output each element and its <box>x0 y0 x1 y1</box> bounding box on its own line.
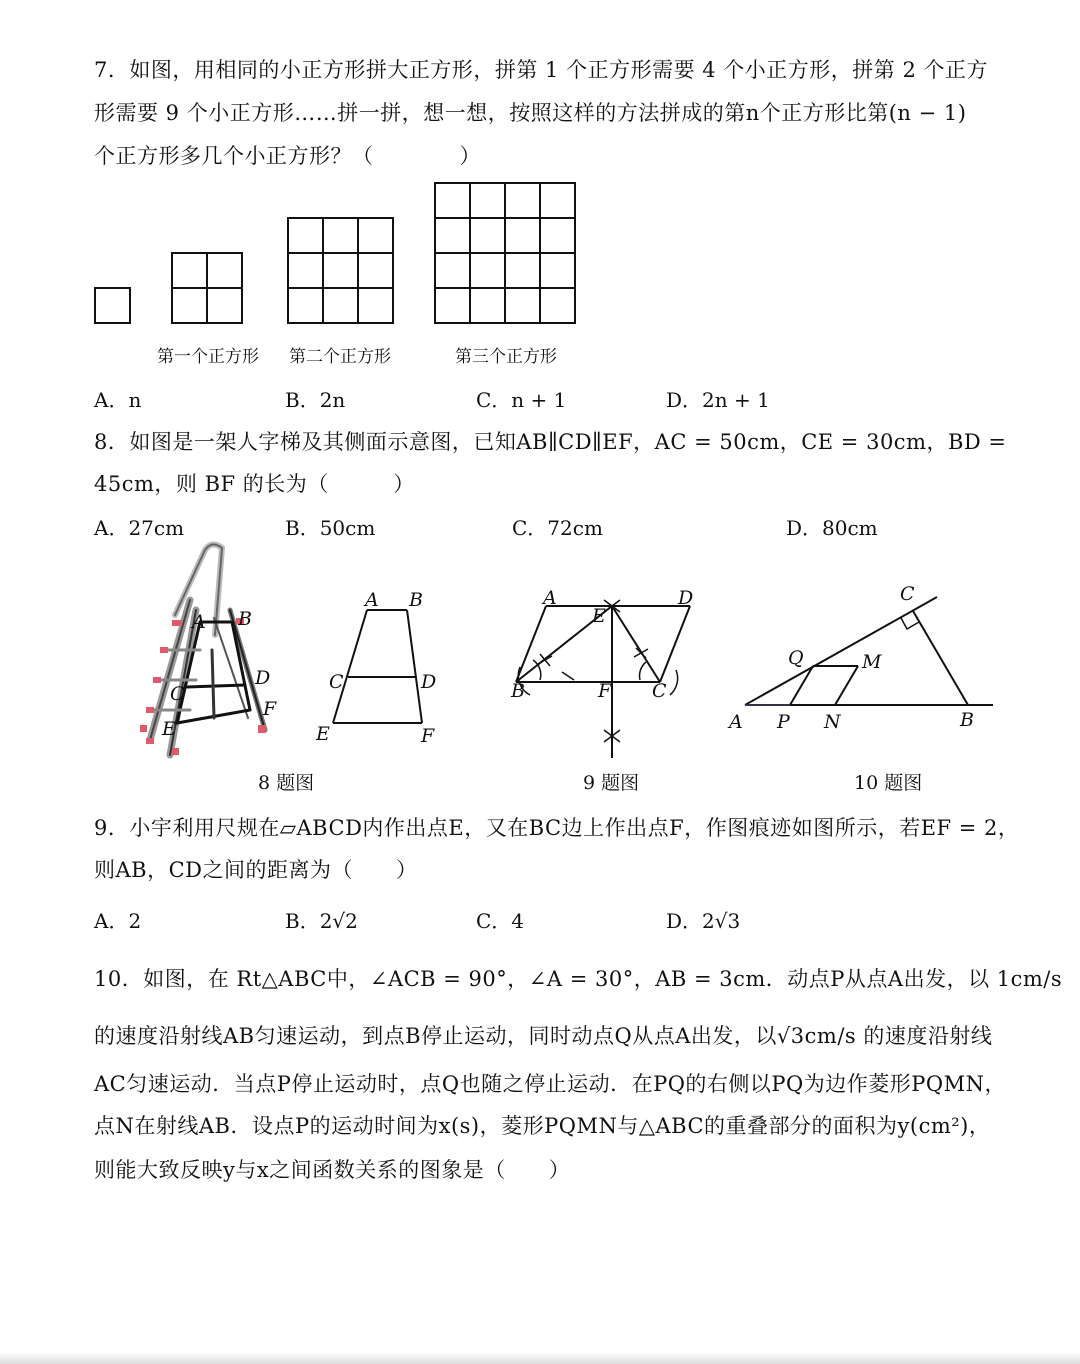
ladder-photo-figure <box>140 544 277 755</box>
tri-label-q: Q <box>788 647 804 669</box>
para-label-f: F <box>598 680 612 702</box>
fig8-caption: 8 题图 <box>258 772 315 794</box>
ladder-label-f: F <box>263 698 277 720</box>
para-label-c: C <box>652 680 667 702</box>
page-bottom-edge <box>0 1352 1080 1364</box>
trap-label-d: D <box>421 671 437 693</box>
tri-label-n: N <box>824 711 841 733</box>
q7-text-line1: 7．如图，用相同的小正方形拼大正方形，拼第 1 个正方形需要 4 个小正方形，拼第 2 个正方 <box>94 58 988 82</box>
ladder-label-e: E <box>162 718 176 740</box>
q7-caption-2: 第二个正方形 <box>289 347 391 367</box>
q10-text-line1: 10．如图，在 Rt△ABC中，∠ACB = 90°，∠A = 30°，AB = 3cm．动点P从点A出发，以 1cm/s <box>94 967 1063 991</box>
q9-text-line1: 9．小宇利用尺规在▱ABCD内作出点E，又在BC边上作出点F，作图痕迹如图所示，若EF = 2， <box>94 816 1020 840</box>
para-label-a: A <box>543 587 557 609</box>
tri-label-c: C <box>900 583 915 605</box>
ladder-label-d: D <box>255 667 271 689</box>
square-1x1 <box>95 288 130 323</box>
q9-option-a: A．2 <box>94 909 142 933</box>
q8-text-line2: 45cm，则 BF 的长为（ ） <box>94 472 415 496</box>
figures-row <box>0 540 1080 770</box>
trap-label-c: C <box>329 671 344 693</box>
q7-option-a: A．n <box>94 388 142 412</box>
q7-squares-figure <box>0 0 1080 340</box>
trap-label-e: E <box>316 723 330 745</box>
q10-text-line2: 的速度沿射线AB匀速运动，到点B停止运动，同时动点Q从点A出发，以√3cm/s 的速度沿射线 <box>94 1024 993 1048</box>
ladder-label-b: B <box>238 608 252 630</box>
q9-option-b: B．2√2 <box>285 909 358 933</box>
tri-label-p: P <box>777 711 790 733</box>
q7-caption-3: 第三个正方形 <box>455 347 557 367</box>
trap-label-b: B <box>409 589 423 611</box>
q7-option-d: D．2n + 1 <box>666 388 770 412</box>
q10-text-line5: 则能大致反映y与x之间函数关系的图象是（ ） <box>94 1158 571 1182</box>
para-label-e: E <box>592 605 606 627</box>
trap-label-f: F <box>421 725 435 747</box>
q8-option-a: A．27cm <box>94 516 185 540</box>
q10-text-line4: 点N在射线AB．设点P的运动时间为x(s)，菱形PQMN与△ABC的重叠部分的面积为y(cm²)， <box>94 1114 991 1138</box>
q8-option-d: D．80cm <box>786 516 878 540</box>
q9-option-d: D．2√3 <box>666 909 741 933</box>
square-4x4 <box>435 183 575 323</box>
q7-option-b: B．2n <box>285 388 346 412</box>
q9-text-line2: 则AB，CD之间的距离为（ ） <box>94 858 418 882</box>
para-label-d: D <box>678 587 694 609</box>
fig10-caption: 10 题图 <box>854 772 923 794</box>
q7-text-line3: 个正方形多几个小正方形？（ ） <box>94 144 481 168</box>
ladder-label-c: C <box>170 683 185 705</box>
q7-option-c: C．n + 1 <box>476 388 567 412</box>
tri-label-m: M <box>862 651 882 673</box>
square-3x3 <box>288 218 393 323</box>
tri-label-b: B <box>960 709 974 731</box>
square-2x2 <box>172 253 242 323</box>
trap-label-a: A <box>365 589 379 611</box>
tri-label-a: A <box>729 711 743 733</box>
para-label-b: B <box>511 680 525 702</box>
q10-text-line3: AC匀速运动．当点P停止运动时，点Q也随之停止运动．在PQ的右侧以PQ为边作菱形PQMN， <box>94 1072 1006 1096</box>
q9-option-c: C．4 <box>476 909 525 933</box>
q8-option-c: C．72cm <box>512 516 603 540</box>
q8-option-b: B．50cm <box>285 516 376 540</box>
q7-caption-1: 第一个正方形 <box>157 347 259 367</box>
q8-text-line1: 8．如图是一架人字梯及其侧面示意图，已知AB∥CD∥EF，AC = 50cm，CE = 30cm，BD = <box>94 430 1007 454</box>
trapezoid-figure <box>333 610 422 723</box>
fig9-caption: 9 题图 <box>583 772 640 794</box>
q7-text-line2: 形需要 9 个小正方形……拼一拼，想一想，按照这样的方法拼成的第n个正方形比第(n − 1) <box>94 101 967 125</box>
ladder-label-a: A <box>192 611 206 633</box>
